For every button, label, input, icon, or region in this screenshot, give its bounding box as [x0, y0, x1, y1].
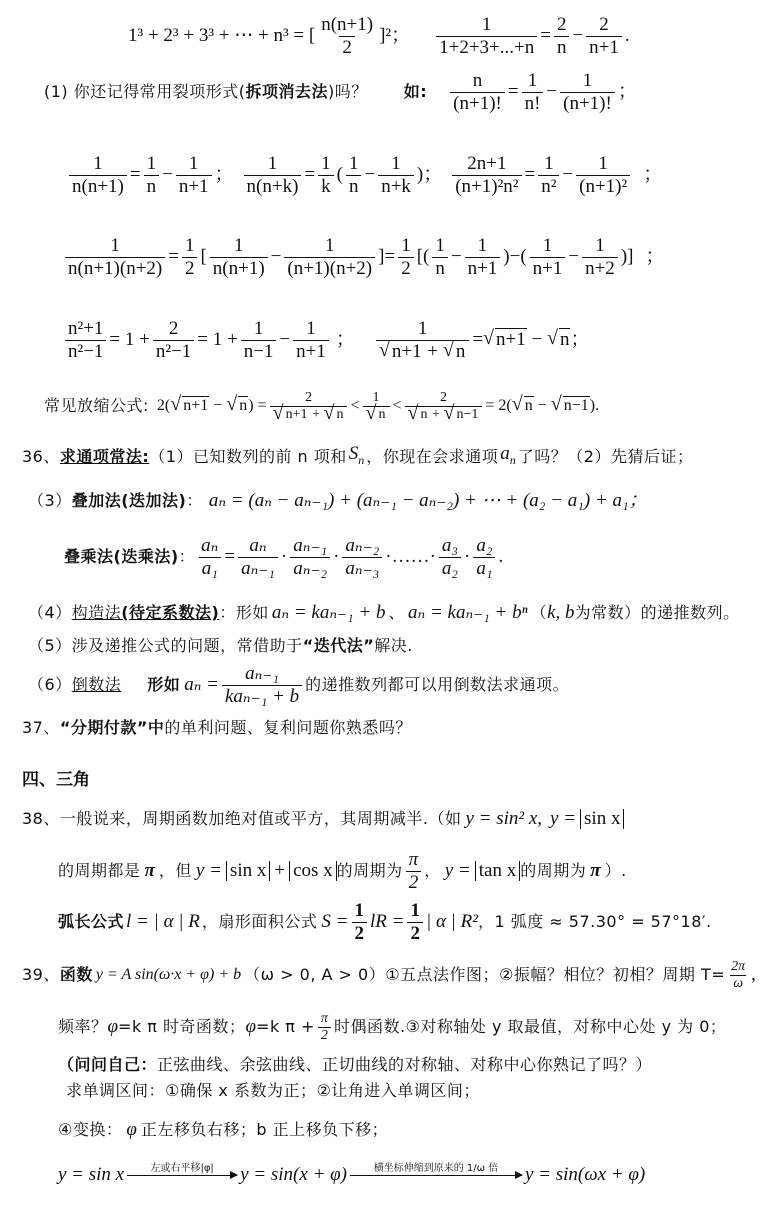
text: ）. — [604, 861, 627, 880]
fraction: $\frac{n}{(n+1)!}$ — [450, 70, 505, 115]
text: 倒数法 — [71, 675, 122, 694]
text: 的单利问题、复利问题你熟悉吗？ — [164, 718, 412, 737]
text: （5）涉及递推公式的问题，常借助于 — [28, 636, 303, 655]
text: ④变换： — [58, 1120, 123, 1139]
fraction: $\frac{1}{n!}$ — [522, 70, 544, 115]
fraction: $\frac{\text{aₙ}}{\text{aₙ₋₁}}$ — [238, 535, 278, 580]
fraction: $\frac{\text{aₙ}}{\text{a₁}}$ — [198, 535, 221, 580]
text: (待定系数法) — [121, 603, 220, 622]
text: aₙ = (aₙ − aₙ₋₁) + (aₙ₋₁ − aₙ₋₂) + ⋯ + (a₂ − a₁) + a₁； — [208, 490, 648, 511]
fraction: $\frac{1}{n}$ — [144, 153, 160, 198]
fraction: $\frac{1}{k}$ — [318, 153, 334, 198]
text: . — [498, 546, 504, 567]
text: π — [144, 860, 155, 881]
text: S = — [321, 911, 349, 932]
monotonic — [66, 1080, 480, 1102]
text: 弧长公式 — [58, 912, 125, 931]
self-check — [58, 1054, 652, 1076]
fraction: $\frac{n(n+1)}{2}$ — [321, 13, 374, 58]
text: l = | α | R — [126, 911, 200, 932]
text: ； — [645, 246, 665, 267]
text: [ — [200, 246, 207, 267]
text: 正弦曲线、余弦曲线、正切曲线的对称轴、对称中心你熟记了吗？） — [157, 1055, 653, 1074]
text: 函数 — [59, 965, 93, 984]
text: aₙ = — [184, 674, 219, 695]
method-3 — [28, 488, 648, 514]
formula-line-4: $\frac{1}{n(n+1)(n+2)}$ = $\frac{1}{2}$ [ $\frac{1}{n(n+1)}$ − $\frac{1}{(n+1)(n+2)}$ ] = $\frac{1}{2}$ [( $\frac{1}{n}$ − $\frac{1}{n+1}$ )−( $\frac{1}{n+1}$ − $\frac{1}{n+2}$ )] ； — [62, 232, 664, 282]
text: （问问自己： — [58, 1055, 158, 1074]
fraction: 1 √ n+1 + √ n — [376, 318, 469, 363]
text: y = sin x — [58, 1164, 125, 1185]
fraction: $\frac{1}{n+2}$ — [582, 235, 618, 280]
sum-cubes: 1³ + 2³ + 3³ + ⋯ + n³ = [ — [128, 25, 316, 46]
item-38 — [22, 806, 624, 832]
fraction: $\frac{1}{n(n+1)}$ — [69, 153, 127, 198]
text: 形如 — [147, 675, 181, 694]
text: ]²； — [379, 25, 411, 46]
text: + — [274, 860, 286, 881]
text: 的递推数列都可以用倒数法求通项。 — [305, 675, 570, 694]
text: sin x — [226, 861, 270, 881]
text: = — [224, 546, 236, 567]
item-37 — [22, 716, 412, 740]
text: 叠乘法(迭乘法) — [64, 547, 179, 566]
text: ； — [617, 81, 637, 102]
text: “迭代法” — [302, 636, 375, 655]
text: （3） — [28, 491, 72, 510]
text: 求通项常法: — [59, 447, 150, 466]
text: ； — [335, 329, 355, 350]
text: aₙ = kaₙ₋₁ + bⁿ — [408, 602, 528, 623]
text: ] — [378, 246, 385, 267]
fraction: $\frac{\text{a₂}}{\text{a₁}}$ — [473, 535, 495, 580]
text: ，你现在会求通项 — [366, 447, 499, 466]
text: ：形如 — [219, 603, 269, 622]
transform — [58, 1118, 388, 1142]
text: y = — [195, 860, 222, 881]
text: ； — [214, 164, 234, 185]
text: aₙ = kaₙ₋₁ + b — [271, 602, 386, 623]
text: lR = — [370, 911, 405, 932]
text: （ — [530, 603, 548, 622]
text: y = sin² x, — [465, 808, 543, 829]
text: < — [392, 397, 402, 414]
text: ： — [186, 491, 203, 510]
arrow-right-icon: 横坐标伸缩到原来的 1/ω 倍 — [350, 1163, 522, 1188]
text: 36、 — [22, 447, 60, 466]
fraction: $\frac{1}{(n+1)(n+2)}$ — [284, 235, 375, 280]
text: 拆项消去法 — [245, 82, 329, 101]
fraction: $\frac{1}{n-1}$ — [241, 318, 277, 363]
text: 、 — [388, 603, 405, 622]
text: = — [540, 25, 551, 46]
method-5 — [28, 634, 413, 658]
fraction: $\frac{1}{\text{n²}}$ — [538, 153, 559, 198]
item-39 — [22, 952, 756, 998]
fraction: $\frac{1}{n}$ — [432, 235, 448, 280]
text: y = sin(x + φ) — [240, 1164, 347, 1185]
text: “分期付款”中 — [59, 718, 165, 737]
fraction: $\frac{2}{\text{n²−1}}$ — [153, 318, 194, 363]
fraction: 2 √ n+1 + √ n — [270, 390, 348, 423]
text: 的周期为 — [520, 861, 587, 880]
fraction: $\frac{\text{a₃}}{\text{a₂}}$ — [439, 535, 461, 580]
text: k, b — [547, 602, 575, 623]
formula-line-3: $\frac{1}{n(n+1)}$ = $\frac{1}{n}$ − $\frac{1}{n+1}$ ； $\frac{1}{n(n+k)}$ = $\frac{1}{k}$ ( $\frac{1}{n}$ − $\frac{1}{n+k}$ )； $\frac{2n+1}{\text{(n+1)²n²}}$ = $\frac{1}{\text{n²}}$ − $\frac{1}{\text{(n+1)²}}$ ； — [66, 150, 662, 200]
formula-line-1 — [128, 14, 630, 58]
text: 频率？ — [58, 1017, 108, 1036]
fraction: $\frac{2}{n}$ — [554, 14, 570, 59]
text: ，1 弧度 ≈ 57.30° = 57°18′. — [477, 912, 712, 931]
text: 叠加法(迭加法) — [71, 491, 187, 510]
text: [( — [416, 246, 430, 267]
method-6 — [28, 660, 569, 710]
text: = 2(√ n − √ n−1). — [485, 396, 599, 416]
fraction: $\frac{1}{n(n+1)(n+2)}$ — [65, 235, 165, 280]
fraction: $\frac{1}{2}$ — [407, 900, 423, 945]
text: 38、一般说来，周期函数加绝对值或平方，其周期减半.（如 — [22, 809, 462, 828]
item-36: 36、 求通项常法: （1）已知数列的前 n 项和 $S_n$ ，你现在会求通项 $a_n$ 了吗？（2）先猜后证； — [22, 443, 694, 467]
text: （1）已知数列的前 n 项和 — [149, 447, 347, 466]
text: sin x — [580, 809, 624, 829]
fraction: 1 √ n — [363, 390, 390, 423]
fraction: $\frac{1}{n+1}$ — [293, 318, 329, 363]
text: （ω > 0, A > 0）①五点法作图；②振幅？相位？初相？周期 T= — [244, 965, 726, 984]
text: 如: — [403, 82, 428, 101]
text: = — [507, 81, 519, 102]
arrow-right-icon: 左或右平移|φ| — [127, 1163, 237, 1188]
method-4 — [28, 600, 740, 626]
text: 求单调区间：①确保 x 系数为正；②让角进入单调区间； — [66, 1081, 480, 1100]
text: 解决. — [374, 636, 413, 655]
text: ( — [336, 164, 343, 185]
text: (1) 你还记得常用裂项形式( — [44, 82, 246, 101]
fraction: $\frac{\pi}{2}$ — [318, 1011, 331, 1044]
text: φ — [245, 1016, 257, 1037]
section-heading — [22, 768, 90, 792]
text: y = — [444, 860, 471, 881]
text: tan x — [475, 861, 520, 881]
fraction: $\frac{1}{n+1}$ — [176, 153, 212, 198]
item-38-formulas — [58, 898, 712, 946]
text: )吗？ — [328, 82, 368, 101]
text: ·……· — [385, 546, 436, 567]
fraction: $\frac{1}{n}$ — [346, 153, 362, 198]
text: 为常数）的递推数列。 — [574, 603, 740, 622]
fraction: $\frac{1}{n+k}$ — [378, 153, 414, 198]
fraction: $\frac{1}{n+1}$ — [465, 235, 501, 280]
fraction: $\frac{\text{n²+1}}{\text{n²−1}}$ — [65, 318, 106, 363]
text: ； — [643, 164, 663, 185]
text: y = sin(ωx + φ) — [524, 1164, 646, 1185]
text: ，扇形面积公式 — [201, 912, 318, 931]
text: 正左移负右移；b 正上移负下移； — [140, 1120, 389, 1139]
text: 39、 — [22, 965, 60, 984]
item-39-cont — [58, 1004, 726, 1050]
fraction: $\frac{1}{n(n+1)}$ — [210, 235, 268, 280]
item-38-cont — [58, 846, 627, 896]
text: = — [472, 329, 484, 350]
text: 时偶函数.③对称轴处 y 取最值，对称中心处 y 为 0； — [333, 1017, 727, 1036]
text: y = A sin(ω·x + φ) + b — [95, 966, 242, 983]
text: , — [751, 964, 756, 985]
text: φ — [107, 1016, 119, 1037]
fraction: $\frac{1}{2}$ — [182, 235, 198, 280]
text: φ — [126, 1119, 137, 1140]
text: =k π + — [256, 1017, 315, 1036]
text: 常见放缩公式: — [44, 396, 149, 415]
text: cos x — [289, 861, 337, 881]
fraction: $\frac{\pi}{2}$ — [406, 849, 422, 894]
fraction: $\frac{1}{n+1}$ — [530, 235, 566, 280]
formula-line-2 — [44, 68, 637, 116]
text: 了吗？（2）先猜后证； — [517, 447, 694, 466]
text: − — [546, 81, 558, 102]
text: 2(√ n+1 − √ n) = — [157, 396, 267, 416]
fraction: $\frac{1}{n(n+k)}$ — [244, 153, 302, 198]
fraction: $\frac{1}{\text{(n+1)²}}$ — [576, 153, 630, 198]
fraction: $\frac{1}{1+2+3+...+n}$ — [436, 14, 537, 59]
text: π — [590, 860, 601, 881]
text: = 1 + — [109, 329, 150, 350]
fraction: $\frac{2\pi}{\omega}$ — [731, 958, 746, 991]
formula-line-6 — [44, 384, 599, 428]
transform-chain — [58, 1154, 645, 1196]
text: =k π 时奇函数； — [118, 1017, 246, 1036]
text: 构造法 — [71, 603, 122, 622]
fraction: $\frac{1}{(n+1)!}$ — [560, 70, 615, 115]
text: （4） — [28, 603, 72, 622]
fraction: $\frac{1}{2}$ — [398, 235, 414, 280]
text: − — [572, 25, 584, 46]
text: 四、三角 — [22, 770, 90, 790]
text: （6） — [28, 675, 72, 694]
text: 的周期为 — [336, 861, 403, 880]
formula-line-5: $\frac{\text{n²+1}}{\text{n²−1}}$ = 1 + $\frac{2}{\text{n²−1}}$ = 1 + $\frac{1}{n-1}$ − $\frac{1}{n+1}$ ； 1 √ n+1 + √ n = √ n+1 − √ n ； — [62, 314, 590, 366]
text: ， — [424, 861, 441, 880]
fraction: $\frac{2}{n+1}$ — [586, 14, 622, 59]
fraction: 2 √ n + √ n−1 — [405, 390, 483, 423]
text: . — [624, 25, 630, 46]
text: √ n+1 − √ n — [483, 330, 570, 350]
text: 37、 — [22, 718, 60, 737]
fraction: $\frac{2n+1}{\text{(n+1)²n²}}$ — [452, 153, 521, 198]
text: < — [350, 397, 360, 414]
fraction: $\frac{1}{2}$ — [352, 900, 368, 945]
text: | α | R² — [425, 911, 478, 932]
method-3b: 叠乘法(迭乘法) ： $\frac{\text{aₙ}}{\text{a₁}}$ = $\frac{\text{aₙ}}{\text{aₙ₋₁}}$ · $\frac{\text{aₙ₋₁}}{\text{aₙ₋₂}}$ · $\frac{\text{aₙ₋₂}}{\text{aₙ₋₃}}$ ·……· $\frac{\text{a₃}}{\text{a₂}}$ · $\frac{\text{a₂}}{\text{a₁}}$ . — [64, 534, 504, 579]
text: )； — [416, 164, 443, 185]
text: )] — [620, 246, 634, 267]
text: y = — [550, 808, 577, 829]
text: ，但 — [158, 861, 192, 880]
text: ； — [570, 329, 590, 350]
text: ： — [178, 547, 196, 566]
text: = 1 + — [197, 329, 238, 350]
fraction: $\frac{\text{aₙ₋₁}}{\text{aₙ₋₂}}$ — [290, 535, 330, 580]
text: )−( — [503, 246, 527, 267]
fraction: $\frac{\text{aₙ₋₁}}{\text{kaₙ₋₁ + b}}$ — [222, 663, 302, 708]
text: 的周期都是 — [58, 861, 141, 880]
fraction: $\frac{\text{aₙ₋₂}}{\text{aₙ₋₃}}$ — [342, 535, 382, 580]
